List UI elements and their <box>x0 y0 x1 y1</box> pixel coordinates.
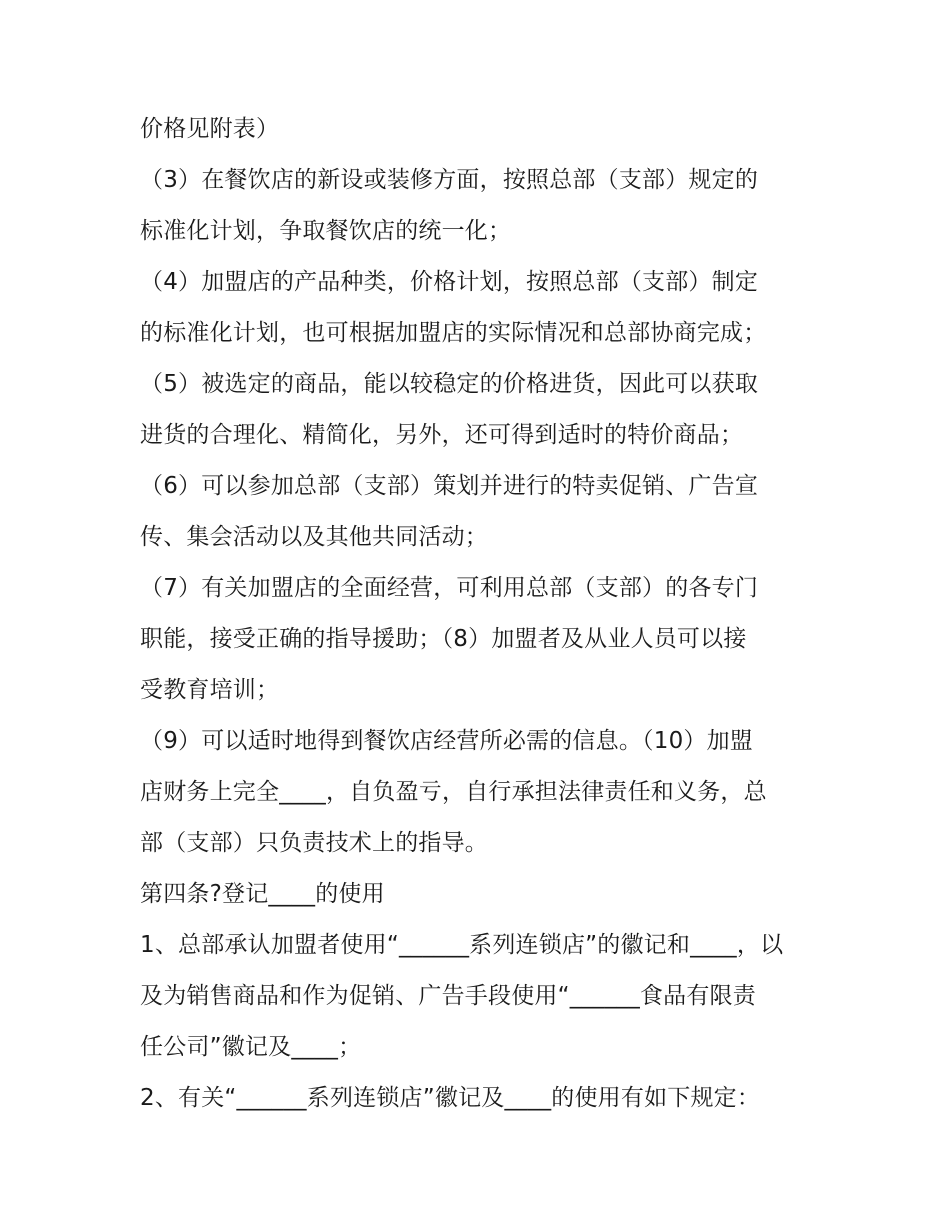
text-line: （3）在餐饮店的新设或装修方面，按照总部（支部）规定的 <box>140 167 759 193</box>
text-line: 职能，接受正确的指导援助；（8）加盟者及从业人员可以接 <box>140 626 747 652</box>
text-line: 传、集会活动以及其他共同活动； <box>140 524 488 550</box>
text-line: 2、有关“______系列连锁店”徽记及____的使用有如下规定： <box>140 1085 761 1111</box>
text-line: 店财务上完全____，自负盈亏，自行承担法律责任和义务，总 <box>140 779 767 805</box>
text-line: 部（支部）只负责技术上的指导。 <box>140 830 488 856</box>
text-line: 的标准化计划，也可根据加盟店的实际情况和总部协商完成； <box>140 320 767 346</box>
section-heading: 第四条?登记____的使用 <box>140 881 385 907</box>
text-line: 进货的合理化、精简化，另外，还可得到适时的特价商品； <box>140 422 744 448</box>
text-line: 及为销售商品和作为促销、广告手段使用“______食品有限责 <box>140 983 756 1009</box>
text-line: （9）可以适时地得到餐饮店经营所必需的信息。（10）加盟 <box>140 728 753 754</box>
text-line: （7）有关加盟店的全面经营，可利用总部（支部）的各专门 <box>140 575 759 601</box>
document-body <box>140 104 820 1124</box>
text-line: 任公司”徽记及____； <box>140 1034 362 1060</box>
text-line: （5）被选定的商品，能以较稳定的价格进货，因此可以获取 <box>140 371 759 397</box>
text-line: 受教育培训； <box>140 677 280 703</box>
text-line: （4）加盟店的产品种类，价格计划，按照总部（支部）制定 <box>140 269 759 295</box>
text-line: 标准化计划，争取餐饮店的统一化； <box>140 218 512 244</box>
text-line: 价格见附表） <box>140 116 280 142</box>
text-line: 1、总部承认加盟者使用“______系列连锁店”的徽记和____，以 <box>140 932 784 958</box>
text-line: （6）可以参加总部（支部）策划并进行的特卖促销、广告宣 <box>140 473 759 499</box>
